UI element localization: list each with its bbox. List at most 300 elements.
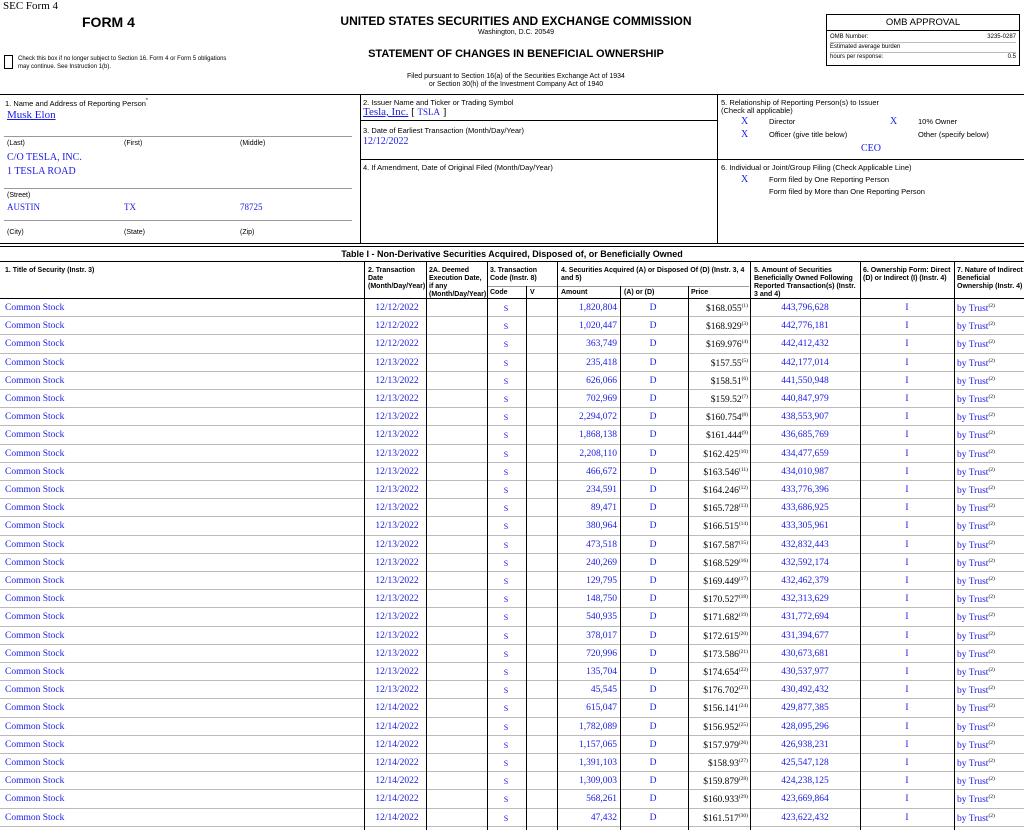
transaction-code: S: [503, 686, 509, 696]
transaction-date: 12/14/2022: [375, 812, 419, 823]
table-row: [0, 299, 1024, 317]
grid-line: [360, 159, 1024, 160]
transaction-code: S: [503, 467, 509, 477]
table-row: [0, 317, 1024, 335]
price: [688, 430, 748, 441]
price-value: $158.93: [707, 759, 739, 769]
grid-line: [4, 188, 352, 189]
owned-following: 431,772,694: [781, 612, 829, 623]
nature-value: by Trust: [957, 413, 989, 424]
ticker-bracket-close: ]: [442, 106, 447, 118]
owned-following: 442,776,181: [781, 321, 829, 332]
price-footnote: (7): [741, 394, 748, 400]
nature-of-ownership: [957, 576, 995, 587]
price: [688, 503, 748, 514]
nature-of-ownership: [957, 594, 995, 605]
owned-following: 433,776,396: [781, 485, 829, 495]
acquired-disposed: D: [649, 375, 657, 386]
transaction-date: 12/14/2022: [375, 703, 419, 714]
security-title: Common Stock: [5, 630, 65, 641]
nature-of-ownership: [957, 649, 995, 660]
table-title: Table I - Non-Derivative Securities Acquired, Disposed of, or Beneficially Owned: [341, 249, 683, 259]
ownership-form: I: [905, 339, 909, 350]
ownership-form: I: [905, 521, 909, 532]
grid-line: [750, 261, 751, 830]
ownership-form: I: [905, 685, 909, 696]
ownership-form: I: [905, 412, 909, 423]
acquired-disposed: D: [649, 412, 657, 423]
price: [688, 558, 748, 569]
acquired-disposed: D: [649, 339, 657, 350]
price: [688, 449, 748, 460]
city-label: (City): [7, 229, 24, 236]
reporting-person-name-link[interactable]: Musk Elon: [7, 109, 56, 121]
ownership-form: I: [905, 758, 909, 768]
amount: 148,750: [586, 594, 617, 605]
transaction-code: S: [503, 558, 509, 568]
nature-value: by Trust: [957, 795, 989, 806]
price-footnote: (10): [738, 448, 748, 455]
table-row: [0, 354, 1024, 372]
middle-name-label: (Middle): [240, 140, 266, 147]
price-value: $162.425: [703, 449, 739, 460]
price-value: $160.933: [703, 795, 739, 806]
security-title: Common Stock: [5, 321, 65, 332]
nature-of-ownership: [957, 467, 995, 478]
transaction-code: S: [503, 504, 509, 514]
transaction-code: S: [503, 522, 509, 532]
owned-following: 433,686,925: [781, 503, 829, 514]
acquired-disposed: D: [649, 648, 657, 659]
amount: 378,017: [586, 630, 617, 641]
omb-hours-label: hours per response:: [830, 54, 884, 60]
acquired-disposed: D: [649, 303, 657, 313]
amount: 568,261: [586, 794, 617, 805]
price-footnote: (6): [741, 375, 748, 382]
nature-of-ownership: [957, 612, 995, 623]
transaction-date: 12/13/2022: [375, 485, 419, 495]
issuer-name-link[interactable]: Tesla, Inc.: [363, 106, 409, 118]
amount: 135,704: [586, 667, 617, 677]
price: [688, 612, 748, 623]
nature-footnote: (2): [988, 721, 995, 728]
table-row: [0, 335, 1024, 353]
security-title: Common Stock: [5, 576, 65, 586]
nature-footnote: (2): [988, 375, 995, 382]
price-value: $170.527: [703, 595, 739, 606]
nature-of-ownership: [957, 722, 995, 733]
form-title: FORM 4: [82, 14, 135, 30]
price-value: $164.246: [703, 486, 739, 496]
amount: 720,996: [586, 648, 617, 659]
price: [688, 740, 748, 751]
owned-following: 440,847,979: [781, 394, 829, 404]
transaction-code: S: [503, 340, 509, 350]
table-row: [0, 608, 1024, 626]
ownership-form: I: [905, 539, 909, 550]
amount: 380,964: [586, 521, 617, 532]
amount: 466,672: [586, 466, 617, 477]
price-footnote: (1): [741, 303, 748, 309]
grid-line: [0, 94, 1024, 95]
omb-burden-label: Estimated average burden: [830, 44, 901, 50]
ownership-form: I: [905, 794, 909, 805]
nature-of-ownership: [957, 503, 995, 514]
acquired-disposed: D: [649, 357, 657, 368]
nature-value: by Trust: [957, 504, 989, 515]
price-value: $157.55: [710, 358, 742, 369]
price: [688, 485, 748, 496]
price-footnote: (21): [738, 648, 748, 655]
table-row: [0, 372, 1024, 390]
owned-following: 433,305,961: [781, 521, 829, 532]
nature-footnote: (2): [988, 594, 995, 601]
transaction-code: S: [503, 376, 509, 386]
nature-footnote: (2): [988, 776, 995, 783]
nature-footnote: (2): [988, 430, 995, 437]
col-subheader-price: Price: [691, 289, 709, 296]
price: [688, 722, 748, 733]
price: [688, 594, 748, 605]
security-title: Common Stock: [5, 394, 65, 404]
transaction-date: 12/13/2022: [375, 576, 419, 586]
table-row: [0, 718, 1024, 736]
table-row: [0, 681, 1024, 699]
price-footnote: (22): [738, 667, 748, 673]
col-header-acquired: 4. Securities Acquired (A) or Disposed Of (D) (Instr. 3, 4 and 5): [561, 267, 745, 283]
ticker-bracket-open: [: [411, 106, 415, 118]
grid-line: [360, 94, 361, 243]
acquired-disposed: D: [649, 503, 657, 514]
transaction-code: S: [503, 722, 509, 732]
nature-value: by Trust: [957, 540, 989, 551]
amount: 240,269: [586, 557, 617, 568]
transaction-code: S: [503, 613, 509, 623]
security-title: Common Stock: [5, 539, 65, 550]
nature-of-ownership: [957, 776, 995, 787]
ownership-form: I: [905, 630, 909, 641]
nature-of-ownership: [957, 667, 995, 678]
box1-label: 1. Name and Address of Reporting Person*: [5, 98, 149, 108]
nature-value: by Trust: [957, 704, 989, 715]
officer-mark: X: [741, 129, 749, 140]
security-title: Common Stock: [5, 667, 65, 677]
nature-footnote: (2): [988, 648, 995, 655]
nature-value: by Trust: [957, 376, 989, 387]
street-label: (Street): [7, 192, 31, 199]
transaction-date: 12/13/2022: [375, 539, 419, 550]
commission-address: Washington, D.C. 20549: [477, 29, 554, 36]
col-header-form: 6. Ownership Form: Direct (D) or Indirect (I) (Instr. 4): [863, 267, 951, 283]
nature-of-ownership: [957, 303, 995, 314]
price-value: $156.952: [703, 722, 739, 733]
security-title: Common Stock: [5, 521, 65, 532]
owned-following: 443,796,628: [781, 303, 829, 313]
transaction-code: S: [503, 813, 509, 823]
table-row: [0, 572, 1024, 590]
ownership-form: I: [905, 776, 909, 787]
acquired-disposed: D: [649, 630, 657, 641]
box3-label: 3. Date of Earliest Transaction (Month/Day/Year): [363, 126, 525, 135]
table-row: [0, 645, 1024, 663]
transaction-date: 12/13/2022: [375, 448, 419, 459]
transaction-date: 12/14/2022: [375, 758, 419, 768]
owned-following: 434,010,987: [781, 466, 829, 477]
price-value: $159.52: [710, 395, 742, 405]
transaction-code: S: [503, 540, 509, 550]
table-row: [0, 408, 1024, 426]
col-header-title: 1. Title of Security (Instr. 3): [5, 267, 95, 274]
nature-footnote: (2): [988, 794, 995, 801]
nature-value: by Trust: [957, 322, 989, 333]
transaction-date: 12/13/2022: [375, 503, 419, 514]
nature-value: by Trust: [957, 813, 989, 824]
col-header-nature: 7. Nature of Indirect Beneficial Ownership (Instr. 4): [957, 267, 1023, 291]
omb-burden-row: [830, 44, 1016, 53]
price-footnote: (25): [738, 721, 748, 728]
director-label: Director: [769, 117, 796, 126]
table-row: [0, 772, 1024, 790]
price: [688, 776, 748, 787]
table-row: [0, 663, 1024, 681]
security-title: Common Stock: [5, 357, 65, 368]
nature-of-ownership: [957, 430, 995, 441]
transaction-date: 12/12/2022: [375, 321, 419, 332]
transaction-code: S: [503, 649, 509, 659]
transaction-date: 12/13/2022: [375, 667, 419, 677]
amount: 234,591: [586, 485, 617, 495]
nature-value: by Trust: [957, 431, 989, 442]
grid-line: [526, 286, 527, 830]
acquired-disposed: D: [649, 594, 657, 605]
transaction-code: S: [503, 304, 509, 313]
omb-number-row: [830, 34, 1016, 43]
officer-label: Officer (give title below): [769, 130, 848, 139]
nature-of-ownership: [957, 703, 995, 714]
price-value: $156.141: [703, 704, 739, 715]
nature-of-ownership: [957, 449, 995, 460]
box2-label: 2. Issuer Name and Ticker or Trading Symbol: [363, 98, 514, 107]
table-row: [0, 481, 1024, 499]
amount: 2,208,110: [579, 448, 617, 459]
transaction-code: S: [503, 577, 509, 586]
ownership-form: I: [905, 375, 909, 386]
transaction-date: 12/13/2022: [375, 630, 419, 641]
price-value: $171.682: [703, 613, 739, 624]
price-footnote: (16): [738, 557, 748, 564]
amount: 626,066: [586, 375, 617, 386]
transaction-code: S: [503, 704, 509, 714]
amount: 615,047: [586, 703, 617, 714]
ticker-symbol: TSLA: [417, 107, 441, 117]
address-line2: 1 TESLA ROAD: [7, 166, 76, 177]
col-header-date: 2. Transaction Date (Month/Day/Year): [368, 267, 426, 291]
transaction-date: 12/13/2022: [375, 357, 419, 368]
price-value: $169.976: [705, 340, 742, 351]
price-value: $157.979: [703, 740, 739, 751]
price-footnote: (12): [738, 485, 748, 491]
security-title: Common Stock: [5, 430, 65, 441]
owned-following: 425,547,128: [781, 758, 829, 768]
transaction-date: 12/13/2022: [375, 412, 419, 423]
price-value: $159.879: [703, 777, 739, 788]
security-title: Common Stock: [5, 594, 65, 605]
price-value: $168.929: [705, 322, 742, 333]
last-name-label: (Last): [7, 140, 25, 147]
nature-of-ownership: [957, 813, 995, 824]
price-footnote: (30): [738, 812, 748, 819]
price: [688, 376, 748, 387]
nature-value: by Trust: [957, 358, 989, 369]
other-label: Other (specify below): [918, 130, 989, 139]
price-value: $167.587: [703, 540, 739, 551]
price-value: $176.702: [703, 686, 739, 697]
nature-of-ownership: [957, 358, 995, 369]
security-title: Common Stock: [5, 448, 65, 459]
nature-footnote: (2): [988, 685, 995, 692]
commission-name: UNITED STATES SECURITIES AND EXCHANGE COMMISSION: [340, 14, 692, 28]
price-value: $168.055: [705, 304, 742, 314]
transaction-date: 12/13/2022: [375, 430, 419, 441]
price: [688, 540, 748, 551]
price-footnote: (5): [741, 357, 748, 364]
price: [688, 667, 748, 678]
grid-line: [860, 261, 861, 830]
security-title: Common Stock: [5, 557, 65, 568]
transaction-code: S: [503, 759, 509, 768]
table-row: [0, 445, 1024, 463]
price-footnote: (8): [741, 412, 748, 419]
price: [688, 303, 748, 314]
ownership-form: I: [905, 503, 909, 514]
acquired-disposed: D: [649, 321, 657, 332]
table-row: [0, 463, 1024, 481]
price: [688, 649, 748, 660]
price-footnote: (29): [738, 794, 748, 801]
amount: 1,782,089: [579, 721, 617, 732]
box4-label: 4. If Amendment, Date of Original Filed (Month/Day/Year): [363, 163, 553, 172]
issuer-line: [363, 106, 446, 118]
acquired-disposed: D: [649, 612, 657, 623]
price: [688, 703, 748, 714]
amount: 1,391,103: [579, 758, 617, 768]
amount: 363,749: [586, 339, 617, 350]
table-row: [0, 699, 1024, 717]
price-footnote: (24): [738, 703, 748, 710]
owner-mark: X: [890, 116, 898, 127]
security-title: Common Stock: [5, 648, 65, 659]
price: [688, 467, 748, 478]
grid-line: [360, 120, 717, 121]
omb-hours-row: [830, 54, 1016, 63]
price-footnote: (14): [738, 521, 748, 528]
box1-label-text: 1. Name and Address of Reporting Person: [5, 99, 146, 108]
transaction-code: S: [503, 358, 509, 368]
nature-value: by Trust: [957, 467, 989, 478]
price-value: $166.515: [703, 522, 739, 533]
section16-checkbox[interactable]: [4, 55, 13, 69]
owned-following: 434,477,659: [781, 448, 829, 459]
grid-line: [4, 220, 352, 221]
ownership-form: I: [905, 394, 909, 404]
transaction-date: 12/13/2022: [375, 557, 419, 568]
ownership-form: I: [905, 721, 909, 732]
price-value: $158.51: [710, 376, 742, 387]
transaction-code: S: [503, 413, 509, 423]
acquired-disposed: D: [649, 539, 657, 550]
transaction-code: S: [503, 449, 509, 459]
col-subheader-ad: (A) or (D): [624, 289, 655, 296]
price-footnote: (26): [738, 739, 748, 746]
ownership-form: I: [905, 303, 909, 313]
owned-following: 430,492,432: [781, 685, 829, 696]
nature-footnote: (2): [988, 412, 995, 419]
price: [688, 394, 748, 405]
omb-number-value: 3235-0287: [987, 34, 1016, 40]
price-value: $168.529: [703, 558, 739, 569]
nature-footnote: (2): [988, 485, 995, 491]
nature-footnote: (2): [988, 394, 995, 400]
filed-pursuant-line1: Filed pursuant to Section 16(a) of the Securities Exchange Act of 1934: [407, 73, 625, 80]
transaction-code: S: [503, 668, 509, 677]
transaction-date: 12/13/2022: [375, 648, 419, 659]
price-value: $174.654: [703, 668, 739, 678]
transaction-date: 12/14/2022: [375, 739, 419, 750]
ownership-form: I: [905, 466, 909, 477]
state-label: (State): [124, 229, 146, 236]
price-footnote: (4): [741, 339, 748, 346]
owned-following: 423,622,432: [781, 812, 829, 823]
transaction-date: 12/12/2022: [375, 339, 419, 350]
security-title: Common Stock: [5, 466, 65, 477]
amount: 129,795: [586, 576, 617, 586]
state-value: TX: [124, 202, 136, 212]
col-subheader-code: Code: [490, 289, 508, 296]
col-subheader-amount: Amount: [561, 289, 588, 296]
nature-value: by Trust: [957, 740, 989, 751]
nature-value: by Trust: [957, 395, 989, 405]
security-title: Common Stock: [5, 412, 65, 423]
statement-title: STATEMENT OF CHANGES IN BENEFICIAL OWNERSHIP: [368, 48, 664, 60]
price-value: $169.449: [703, 577, 739, 587]
transaction-date: 12/13/2022: [375, 466, 419, 477]
transaction-date: 12/13/2022: [375, 685, 419, 696]
ownership-form: I: [905, 667, 909, 677]
nature-footnote: (2): [988, 576, 995, 582]
owned-following: 423,669,864: [781, 794, 829, 805]
owned-following: 431,394,677: [781, 630, 829, 641]
security-title: Common Stock: [5, 339, 65, 350]
transaction-date: 12/12/2022: [375, 303, 419, 313]
nature-of-ownership: [957, 794, 995, 805]
col-header-deemed: 2A. Deemed Execution Date, if any (Month/Day/Year): [429, 267, 487, 299]
grid-line: [0, 261, 1024, 262]
city-value: AUSTIN: [7, 202, 40, 212]
grid-line: [4, 136, 352, 137]
security-title: Common Stock: [5, 721, 65, 732]
acquired-disposed: D: [649, 430, 657, 441]
nature-value: by Trust: [957, 613, 989, 624]
more-persons-label: Form filed by More than One Reporting Person: [769, 187, 925, 196]
owned-following: 432,462,379: [781, 576, 829, 586]
owned-following: 436,685,769: [781, 430, 829, 441]
price-value: $173.586: [703, 649, 739, 660]
nature-value: by Trust: [957, 577, 989, 587]
price-footnote: (28): [738, 776, 748, 783]
ownership-form: I: [905, 812, 909, 823]
transaction-date: 12/14/2022: [375, 776, 419, 787]
transaction-date: 12/14/2022: [375, 794, 419, 805]
